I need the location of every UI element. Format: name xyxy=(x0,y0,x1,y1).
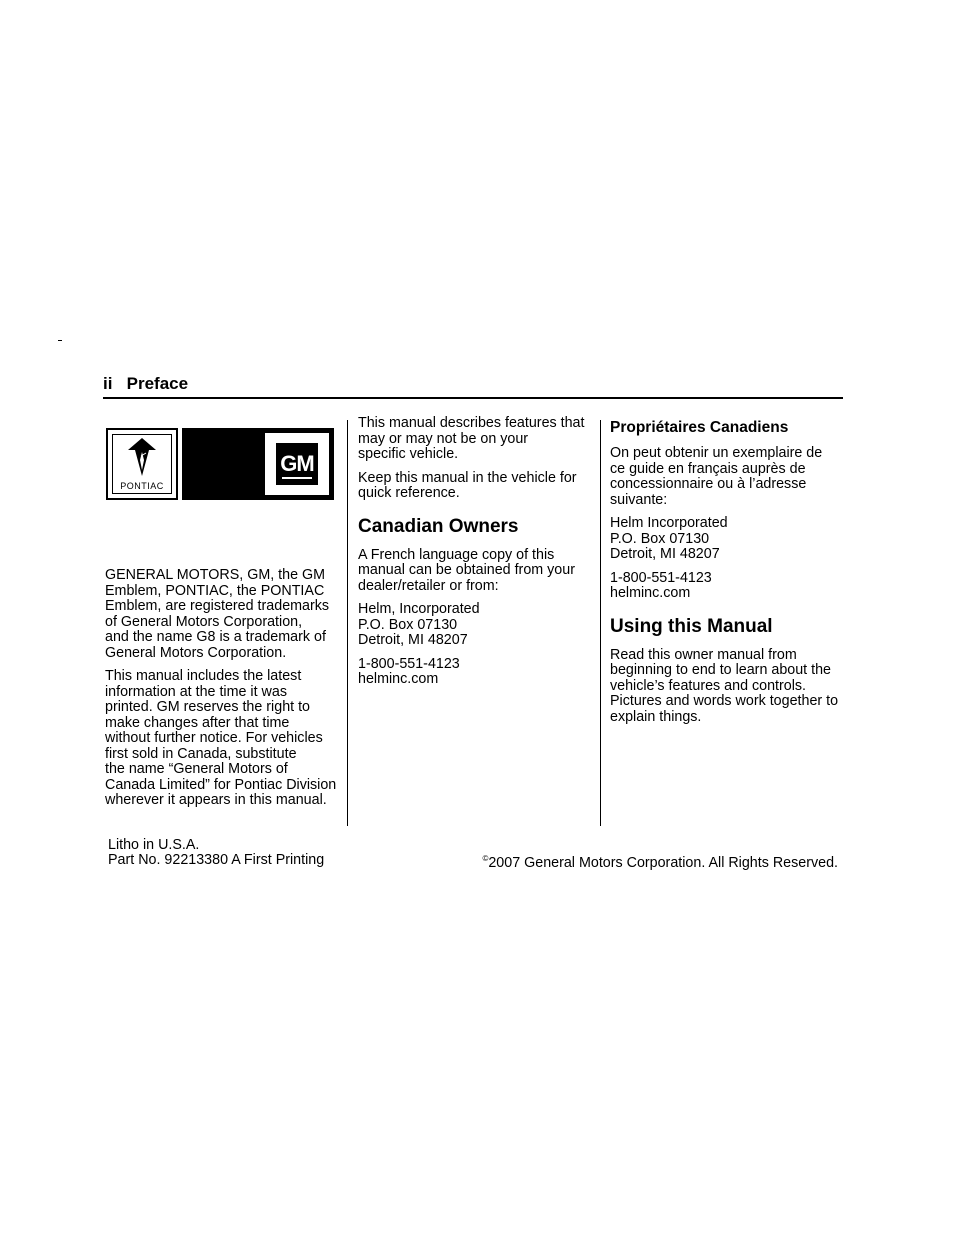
features-paragraph: This manual describes features that may or may not be on your specific vehicle. xyxy=(358,415,585,462)
pontiac-wordmark: PONTIAC xyxy=(120,480,164,491)
proprietaires-heading: Propriétaires Canadiens xyxy=(610,419,789,436)
page-number: ii xyxy=(103,374,113,393)
address-block: Helm, Incorporated P.O. Box 07130 Detroit, MI 48207 xyxy=(358,601,480,648)
column-2 xyxy=(358,416,594,696)
contact-block-fr: 1-800-551-4123 helminc.com xyxy=(610,569,712,601)
copyright-notice: 2007 General Motors Corporation. All Rights Reserved. xyxy=(488,855,838,871)
column-3 xyxy=(610,416,846,733)
header-rule xyxy=(103,397,843,399)
column-divider-1 xyxy=(347,420,348,826)
section-title: Preface xyxy=(126,374,189,393)
brand-logos xyxy=(106,428,334,520)
contact-block: 1-800-551-4123 helminc.com xyxy=(358,655,460,687)
canadian-owners-heading: Canadian Owners xyxy=(358,515,519,537)
gm-mark-text: GM xyxy=(280,451,314,476)
address-block-fr: Helm Incorporated P.O. Box 07130 Detroit, MI 48207 xyxy=(610,515,728,562)
stray-dash-mark xyxy=(58,340,62,341)
latest-info-paragraph: This manual includes the latest information at the time it was printed. GM reserves the right to make changes after that time without further notice. For vehicles first sold in Canada, substitute the name “General Motors of Canada Limited” for Pontiac Division wherever it appears in this manual. xyxy=(105,668,337,808)
gm-logo xyxy=(260,428,334,500)
footer-left xyxy=(108,838,324,868)
pontiac-logo xyxy=(106,428,178,500)
french-paragraph: On peut obtenir un exemplaire de ce guide en français auprès de concessionnaire ou à l’adresse suivante: xyxy=(610,445,823,508)
french-copy-paragraph: A French language copy of this manual can be obtained from your dealer/retailer or from: xyxy=(358,546,575,594)
using-manual-paragraph: Read this owner manual from beginning to end to learn about the vehicle’s features and controls. Pictures and words work together to explain things. xyxy=(610,646,839,725)
page-title xyxy=(103,374,843,394)
litho-text: Litho in U.S.A. xyxy=(108,837,200,853)
logo-black-panel xyxy=(182,428,260,500)
column-divider-2 xyxy=(600,420,601,826)
using-manual-heading: Using this Manual xyxy=(610,615,773,637)
column-1 xyxy=(105,416,341,817)
keep-manual-paragraph: Keep this manual in the vehicle for quick reference. xyxy=(358,469,577,501)
copyright-symbol: © xyxy=(482,854,489,863)
part-number-text: Part No. 92213380 A First Printing xyxy=(108,852,325,868)
trademark-paragraph: GENERAL MOTORS, GM, the GM Emblem, PONTIAC, the PONTIAC Emblem, are registered trademarks of General Motors Corporation, and the name G8 is a trademark of General Motors Corporation. xyxy=(105,567,330,661)
copyright-text xyxy=(482,851,838,871)
page-header xyxy=(103,374,843,399)
